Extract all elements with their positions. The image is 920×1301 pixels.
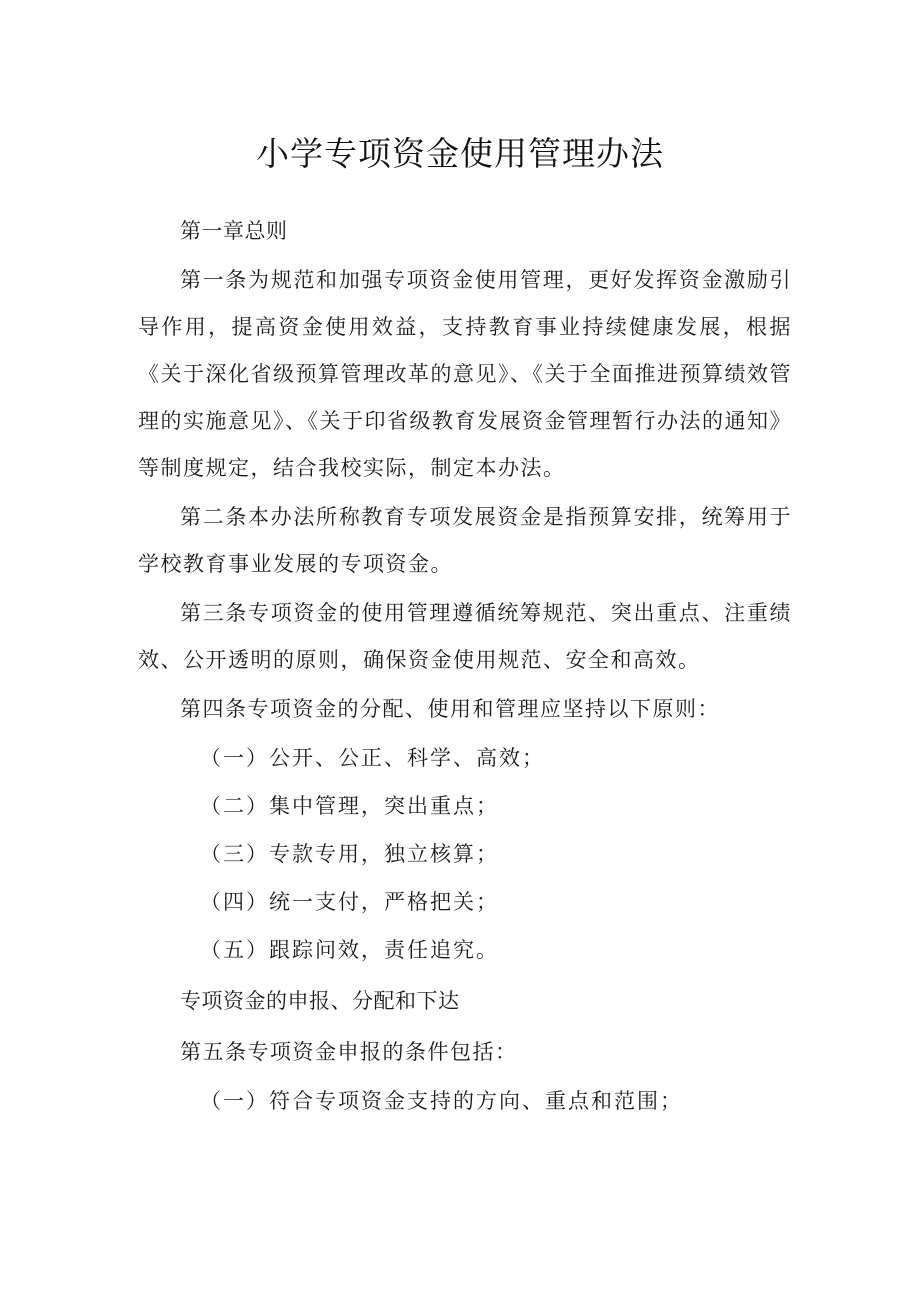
article-5: 第五条专项资金申报的条件包括：: [180, 1040, 518, 1064]
article-2: 第二条本办法所称教育专项发展资金是指预算安排，统筹用于学校教育事业发展的专项资金。: [138, 505, 792, 576]
chapter-heading: 第一章总则: [180, 219, 288, 243]
article-4: 第四条专项资金的分配、使用和管理应坚持以下原则：: [180, 697, 720, 721]
article-3: 第三条专项资金的使用管理遵循统筹规范、突出重点、注重绩效、公开透明的原则，确保资金使用规范、安全和高效。: [138, 601, 792, 672]
article-1: 第一条为规范和加强专项资金使用管理，更好发挥资金激励引导作用，提高资金使用效益，支持教育事业持续健康发展，根据《关于深化省级预算管理改革的意见》、《关于全面推进预算绩效管理的实施意见》、《关于印省级教育发展资金管理暂行办法的通知》等制度规定，结合我校实际，制定本办法。: [138, 268, 792, 480]
document-body: [138, 208, 792, 1126]
principle-item: （二）集中管理，突出重点；: [200, 794, 499, 818]
principle-item: （五）跟踪问效，责任追究。: [200, 938, 499, 962]
section-heading: 专项资金的申报、分配和下达: [180, 989, 460, 1013]
document-title: 小学专项资金使用管理办法: [256, 134, 664, 173]
principle-item: （四）统一支付，严格把关；: [200, 890, 499, 914]
condition-item: （一）符合专项资金支持的方向、重点和范围；: [200, 1089, 683, 1113]
principle-item: （一）公开、公正、科学、高效；: [200, 746, 545, 770]
principle-item: （三）专款专用，独立核算；: [200, 842, 499, 866]
